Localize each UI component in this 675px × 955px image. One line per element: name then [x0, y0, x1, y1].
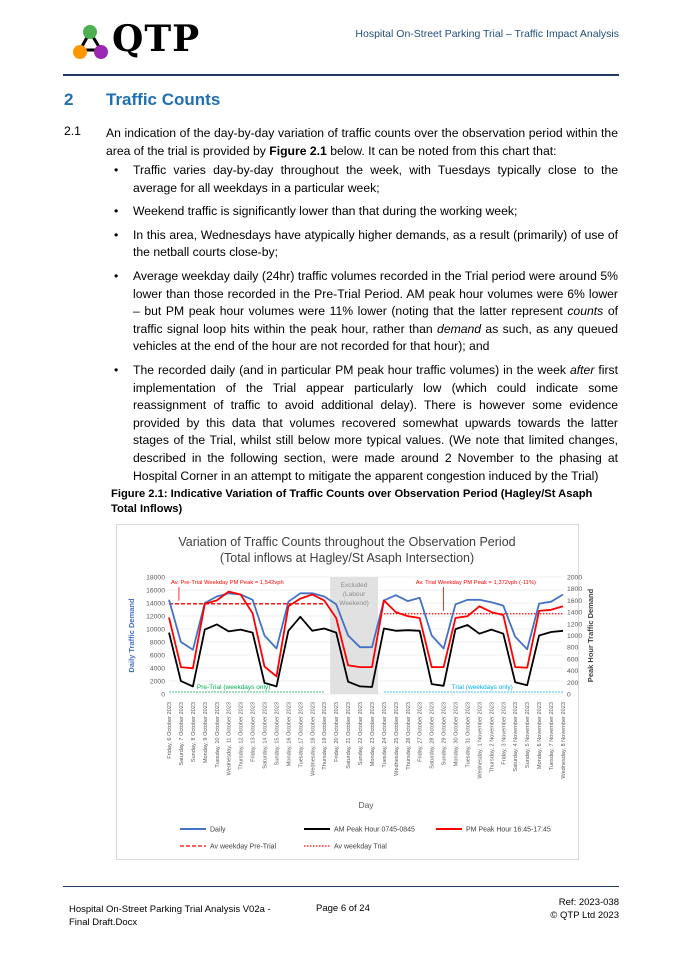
paragraph-text — [106, 124, 618, 160]
bullet-text: In this area, Wednesdays have atypically higher demands, as a result (primarily) of use of the netball courts close-by; — [133, 227, 618, 260]
x-tick-label: Saturday, 28 October 2023 — [429, 702, 436, 769]
bullet-text: The recorded daily (and in particular PM peak hour traffic volumes) in the week — [133, 362, 570, 377]
bullet-icon: • — [114, 204, 119, 219]
logo-text: QTP — [112, 18, 201, 60]
x-tick-label: Tuesday, 24 October 2023 — [381, 702, 388, 768]
list-item — [106, 162, 618, 197]
y-tick-label-left: 0 — [161, 691, 165, 699]
paragraph-text-part: An indication of the day-by-day variation of traffic counts over the observation period within the area of the trial is provided by — [106, 126, 618, 158]
x-tick-label: Saturday, 21 October 2023 — [346, 702, 353, 769]
footer-divider — [63, 886, 619, 887]
y-tick-label-left: 2000 — [149, 678, 165, 686]
section-number: 2 — [64, 90, 74, 109]
x-tick-label: Sunday, 8 October 2023 — [190, 702, 197, 763]
y-tick-label-right: 400 — [567, 668, 579, 676]
x-tick-label: Tuesday, 10 October 2023 — [214, 702, 221, 768]
list-item — [106, 268, 618, 356]
list-item — [106, 203, 618, 221]
x-tick-label: Thursday, 26 October 2023 — [405, 702, 412, 770]
reference-number: Ref: 2023-038 — [558, 897, 619, 908]
trial-range-label: Trial (weekdays only) — [451, 684, 513, 691]
x-tick-label: Saturday, 7 October 2023 — [178, 702, 185, 766]
pre-trial-peak-annotation: Av. Pre-Trial Weekday PM Peak = 1,542vph — [171, 580, 284, 586]
x-tick-label: Monday, 23 October 2023 — [369, 702, 376, 767]
y-tick-label-left: 12000 — [146, 613, 165, 621]
x-tick-label: Saturday, 14 October 2023 — [262, 702, 269, 769]
x-tick-label: Monday, 9 October 2023 — [202, 702, 209, 764]
x-tick-label: Wednesday, 25 October 2023 — [393, 702, 400, 776]
bullet-icon: • — [114, 268, 119, 283]
excluded-label: Weekend) — [339, 600, 369, 607]
x-tick-label: Monday, 16 October 2023 — [286, 702, 293, 767]
x-tick-label: Thursday, 19 October 2023 — [322, 702, 329, 770]
footer-filename-line: Hospital On-Street Parking Trial Analysis V02a - — [69, 904, 271, 915]
copyright: © QTP Ltd 2023 — [550, 910, 619, 921]
x-tick-label: Wednesday, 11 October 2023 — [226, 702, 233, 776]
y-tick-label-right: 800 — [567, 644, 579, 652]
y-tick-label-right: 200 — [567, 679, 579, 687]
x-tick-label: Thursday, 12 October 2023 — [238, 702, 245, 770]
footer-reference — [550, 896, 619, 922]
list-item — [106, 362, 618, 485]
bullet-list — [106, 162, 618, 491]
y-tick-label-right: 1000 — [567, 633, 583, 640]
document-title: Hospital On-Street Parking Trial – Traffic Impact Analysis — [355, 28, 619, 40]
y-tick-label-right: 2000 — [567, 574, 583, 582]
y-axis-title-left: Daily Traffic Demand — [127, 598, 136, 673]
y-tick-label-right: 600 — [567, 656, 579, 664]
y-tick-label-left: 10000 — [146, 626, 165, 634]
chart-title: Variation of Traffic Counts throughout the Observation Period — [178, 535, 516, 549]
y-axis-title-right: Peak Hour Traffic Demand — [586, 588, 595, 683]
y-tick-label-right: 1400 — [567, 609, 583, 617]
legend-label: Daily — [210, 826, 226, 834]
excluded-label: Excluded — [340, 582, 368, 589]
x-tick-label: Sunday, 15 October 2023 — [274, 702, 281, 766]
x-tick-label: Sunday, 5 November 2023 — [525, 702, 532, 769]
bullet-text: as such, as any queued vehicles at the end of the hour are not recorded for that hour); and — [133, 321, 618, 354]
page-number: Page 6 of 24 — [316, 903, 370, 914]
legend-label: AM Peak Hour 0745-0845 — [334, 826, 415, 834]
x-tick-label: Monday, 6 November 2023 — [537, 702, 544, 770]
chart-subtitle: (Total inflows at Hagley/St Asaph Intersection) — [219, 551, 475, 565]
molecule-icon — [73, 25, 108, 59]
bullet-icon: • — [114, 163, 119, 177]
x-tick-label: Tuesday, 31 October 2023 — [465, 702, 472, 768]
footer-filename — [69, 903, 271, 929]
y-tick-label-left: 4000 — [149, 665, 165, 673]
x-tick-label: Friday, 27 October 2023 — [417, 702, 424, 762]
x-tick-label: Tuesday, 17 October 2023 — [298, 702, 305, 768]
y-tick-label-left: 18000 — [146, 574, 165, 582]
bullet-emphasis: demand — [437, 321, 482, 336]
y-tick-label-right: 1200 — [567, 621, 583, 629]
x-tick-label: Friday, 3 November 2023 — [501, 702, 508, 765]
legend-label: Av weekday Pre-Trial — [210, 843, 277, 851]
bullet-icon: • — [114, 362, 119, 377]
pre-trial-range-label: Pre-Trial (weekdays only) — [196, 684, 271, 691]
excluded-label: (Labour — [342, 591, 366, 598]
x-tick-label: Saturday, 4 November 2023 — [513, 702, 520, 772]
y-tick-label-left: 14000 — [146, 600, 165, 608]
x-tick-label: Sunday, 22 October 2023 — [358, 702, 365, 766]
x-tick-label: Friday, 6 October 2023 — [167, 702, 173, 759]
x-tick-label: Tuesday, 7 November 2023 — [549, 702, 556, 771]
x-tick-label: Monday, 30 October 2023 — [453, 702, 460, 767]
trial-peak-annotation: Av. Trial Weekday PM Peak = 1,372vph (-11%) — [415, 580, 536, 586]
x-tick-label: Sunday, 29 October 2023 — [441, 702, 448, 766]
y-tick-label-left: 8000 — [149, 639, 165, 647]
y-tick-label-right: 1800 — [567, 586, 583, 594]
x-tick-label: Wednesday, 18 October 2023 — [310, 702, 317, 776]
x-tick-label: Thursday, 2 November 2023 — [489, 702, 496, 773]
x-axis-title: Day — [358, 800, 374, 810]
bullet-emphasis: after — [569, 362, 595, 377]
y-tick-label-left: 16000 — [146, 587, 165, 595]
legend-label: PM Peak Hour 16:45-17:45 — [466, 826, 551, 834]
y-tick-label-right: 0 — [567, 691, 571, 699]
y-tick-label-right: 1600 — [567, 597, 583, 605]
paragraph-number: 2.1 — [64, 124, 81, 138]
bullet-text: first implementation of the Trial appear particularly low (which could indicate some reassignment of traffic to avoid additional delay). There is however some evidence provided by this data that volumes recovered somewhat upwards towards the latter stages of the Trial, whilst still below more typical values. (We note that limited changes, described in the following section, were made around 2 November to the phasing at Hospital Corner in an attempt to mitigate the apparent congestion induced by the Trial) — [133, 362, 618, 483]
y-tick-label-left: 6000 — [149, 652, 165, 660]
x-tick-label: Friday, 13 October 2023 — [250, 702, 257, 762]
figure-caption: Figure 2.1: Indicative Variation of Traffic Counts over Observation Period (Hagley/St Asaph Total Inflows) — [111, 488, 593, 515]
bullet-text: Weekend traffic is significantly lower than that during the working week; — [133, 204, 518, 219]
bullet-text: of traffic signal loop hits within the peak hour, rather than — [133, 304, 618, 336]
bullet-text: Traffic varies day-by-day throughout the week, with Tuesdays typically close to the average for all weekdays in a particular week; — [133, 163, 618, 195]
figure-reference: Figure 2.1 — [269, 144, 327, 158]
bullet-emphasis: counts — [567, 304, 604, 319]
traffic-chart — [116, 524, 595, 860]
x-tick-label: Wednesday, 8 November 2023 — [561, 702, 567, 779]
bullet-text: Average weekday daily (24hr) traffic volumes recorded in the Trial period were around 5% lower than those recorded in the Pre-Trial Period. AM peak hour volumes were 6% lower – but PM peak hour volumes were 11% lower (noting that the latter represent — [133, 268, 618, 319]
bullet-icon: • — [114, 227, 119, 242]
paragraph-text-part: below. It can be noted from this chart that: — [326, 144, 557, 158]
header-divider — [63, 74, 619, 76]
section-title: Traffic Counts — [106, 90, 221, 109]
list-item — [106, 227, 618, 262]
legend-label: Av weekday Trial — [334, 843, 387, 851]
x-tick-label: Wednesday, 1 November 2023 — [477, 702, 484, 779]
x-tick-label: Friday, 20 October 2023 — [334, 702, 341, 762]
footer-filename-line: Final Draft.Docx — [69, 917, 138, 928]
